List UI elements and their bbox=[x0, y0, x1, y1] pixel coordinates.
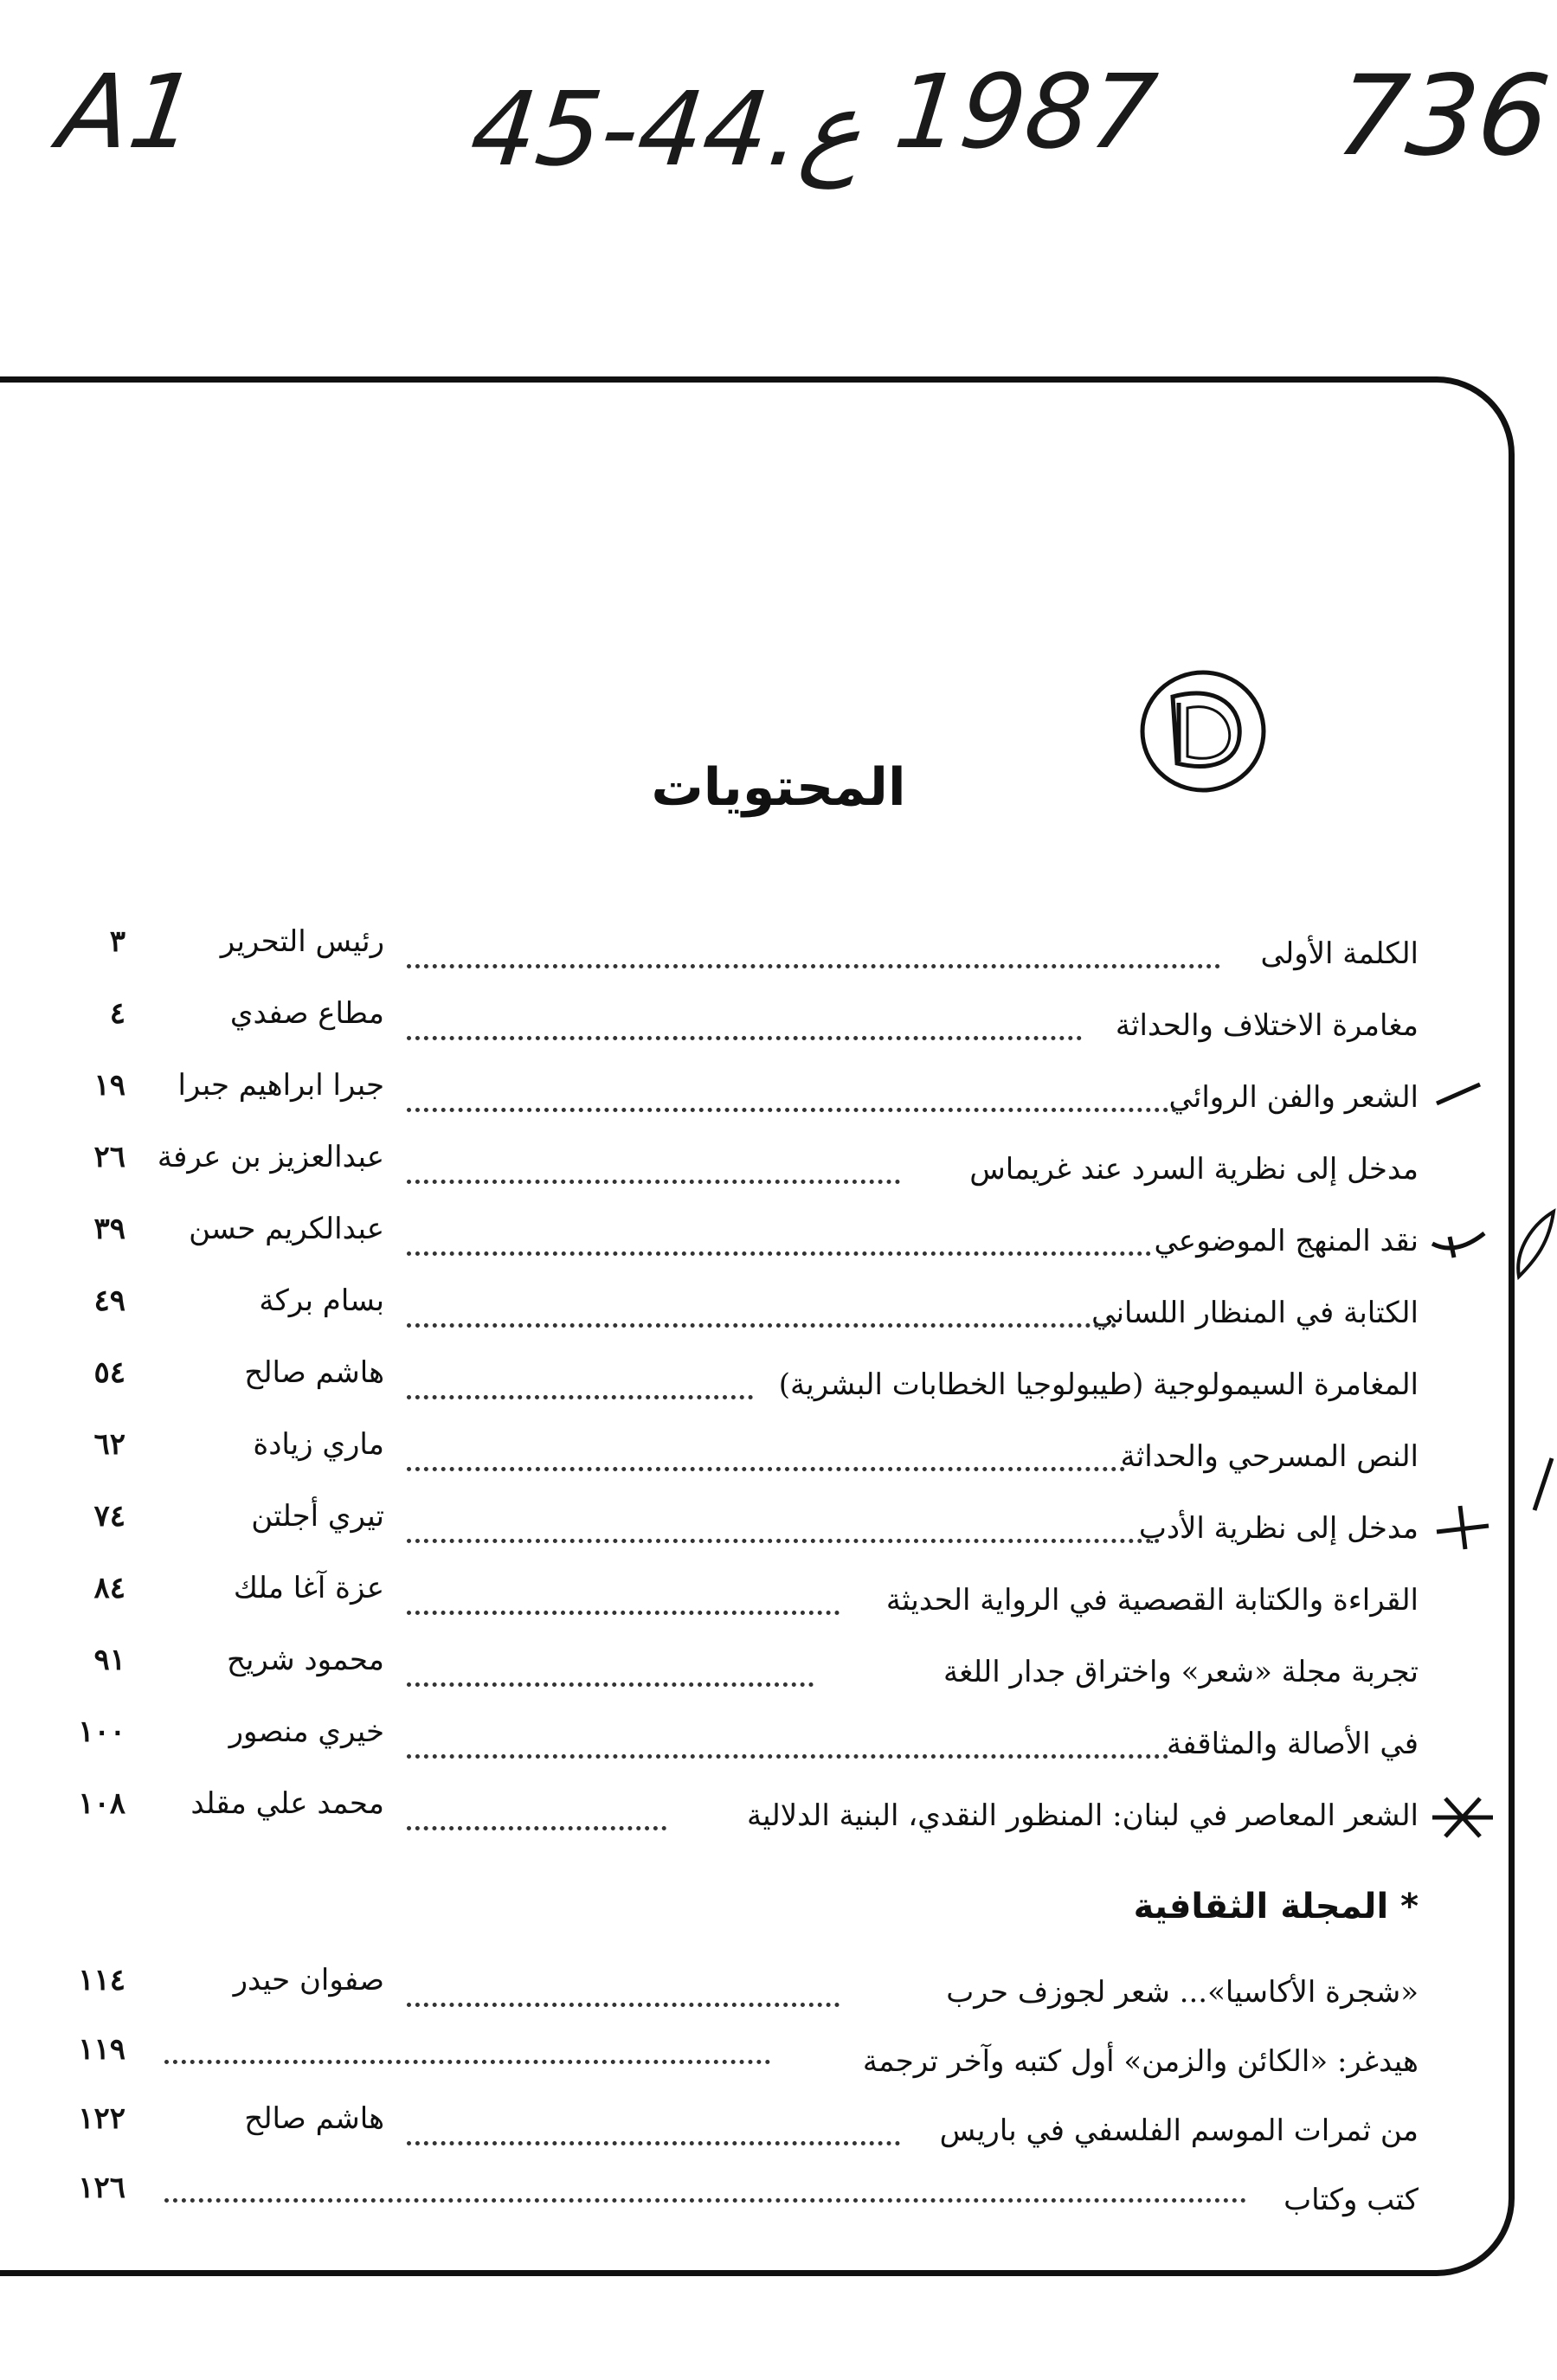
toc-entry-title: مدخل إلى نظرية الأدب bbox=[1138, 1511, 1419, 1546]
toc-entry-title: المغامرة السيمولوجية (طيبولوجيا الخطابات البشرية) bbox=[778, 1367, 1419, 1402]
toc-entry-title: مدخل إلى نظرية السرد عند غريماس bbox=[969, 1152, 1419, 1187]
toc-entry-page: ١٢٢ bbox=[78, 2101, 125, 2136]
toc-entry-author: هاشم صالح bbox=[244, 1355, 384, 1390]
leader-dots bbox=[407, 1036, 1082, 1040]
toc-entry bbox=[0, 1140, 1557, 1219]
toc-entry-title: من ثمرات الموسم الفلسفي في باريس bbox=[939, 2113, 1419, 2148]
toc-entry bbox=[0, 1963, 1557, 2042]
toc-entry bbox=[0, 2171, 1557, 2250]
toc-entry-author: عزة آغا ملك bbox=[233, 1571, 384, 1605]
leader-dots bbox=[407, 1395, 753, 1399]
leader-dots bbox=[407, 964, 1220, 968]
toc-entry-page: ١٢٦ bbox=[78, 2171, 125, 2205]
handwritten-series-code: 45-44.ع bbox=[465, 69, 869, 189]
check-mark-icon bbox=[1432, 1077, 1484, 1112]
toc-entry-author: بسام بركة bbox=[259, 1283, 384, 1318]
toc-entry-title: مغامرة الاختلاف والحداثة bbox=[1115, 1008, 1419, 1043]
toc-entry bbox=[0, 996, 1557, 1076]
toc-entry-title: «شجرة الأكاسيا»... شعر لجوزف حرب bbox=[946, 1975, 1419, 2010]
toc-entry-author: هاشم صالح bbox=[244, 2101, 384, 2136]
toc-entry-page: ٣ bbox=[109, 924, 125, 959]
page-title: المحتويات bbox=[651, 757, 906, 818]
leader-dots bbox=[407, 1754, 1168, 1759]
leader-dots bbox=[407, 1539, 1160, 1543]
toc-entry bbox=[0, 1571, 1557, 1650]
handwritten-code-a1: A1 bbox=[52, 52, 204, 171]
toc-entry-author: عبدالكريم حسن bbox=[189, 1212, 384, 1246]
toc-entry-author: صفوان حيدر bbox=[233, 1963, 384, 1997]
toc-entry-author: محمد علي مقلد bbox=[190, 1786, 384, 1821]
toc-entry-author: ماري زيادة bbox=[253, 1427, 384, 1462]
toc-entry bbox=[0, 1786, 1557, 1866]
toc-entry bbox=[0, 1643, 1557, 1722]
check-mark-icon bbox=[1428, 1225, 1489, 1264]
leader-dots bbox=[407, 1251, 1151, 1256]
pen-stroke-icon bbox=[1510, 1207, 1557, 1285]
leader-dots bbox=[407, 1826, 666, 1830]
toc-entry bbox=[0, 2101, 1557, 2181]
leader-dots bbox=[407, 1467, 1125, 1471]
handwritten-year: 1987 bbox=[889, 52, 1162, 171]
toc-entry-page: ٤٩ bbox=[93, 1283, 125, 1318]
cross-mark-icon bbox=[1432, 1502, 1493, 1553]
toc-entry-title: كتب وكتاب bbox=[1284, 2183, 1419, 2217]
toc-entry-page: ١٠٨ bbox=[78, 1786, 125, 1821]
toc-entry bbox=[0, 1714, 1557, 1794]
toc-entry-page: ٢٦ bbox=[93, 1140, 125, 1174]
toc-entry bbox=[0, 1068, 1557, 1148]
toc-entry-title: النص المسرحي والحداثة bbox=[1120, 1439, 1419, 1474]
leader-dots bbox=[164, 2198, 1246, 2203]
toc-entry-author: عبدالعزيز بن عرفة bbox=[157, 1140, 384, 1174]
leader-dots bbox=[407, 1611, 840, 1615]
toc-entry bbox=[0, 1283, 1557, 1363]
toc-entry-title: نقد المنهج الموضوعي bbox=[1154, 1224, 1419, 1258]
star-mark-icon bbox=[1428, 1791, 1497, 1843]
toc-entry bbox=[0, 1427, 1557, 1507]
leader-dots bbox=[407, 2003, 840, 2007]
toc-entry bbox=[0, 1355, 1557, 1435]
toc-entry-title: هيدغر: «الكائن والزمن» أول كتبه وآخر ترجمة bbox=[862, 2044, 1419, 2079]
toc-entry-page: ٦٢ bbox=[93, 1427, 125, 1462]
toc-entry-page: ١٠٠ bbox=[78, 1714, 125, 1749]
toc-entry-page: ١١٤ bbox=[78, 1963, 125, 1997]
toc-entry-author: محمود شريح bbox=[227, 1643, 384, 1677]
toc-entry-page: ٧٤ bbox=[93, 1499, 125, 1534]
toc-entry-page: ٩١ bbox=[93, 1643, 125, 1677]
toc-entry bbox=[0, 1499, 1557, 1579]
section-header: * المجلة الثقافية bbox=[1133, 1887, 1419, 1927]
handwritten-number: 736 bbox=[1330, 52, 1556, 181]
toc-entry-page: ٣٩ bbox=[93, 1212, 125, 1246]
toc-entry-title: الكتابة في المنظار اللساني bbox=[1091, 1296, 1419, 1330]
toc-entry-title: في الأصالة والمثاقفة bbox=[1166, 1727, 1419, 1761]
toc-entry-page: ٨٤ bbox=[93, 1571, 125, 1605]
margin-stroke-icon bbox=[1528, 1454, 1557, 1515]
leader-dots bbox=[407, 2141, 900, 2145]
toc-entry-title: الشعر المعاصر في لبنان: المنظور النقدي، البنية الدلالية bbox=[746, 1798, 1419, 1833]
toc-entry-author: مطاع صفدي bbox=[229, 996, 384, 1031]
toc-entry bbox=[0, 1212, 1557, 1291]
toc-entry-page: ١٩ bbox=[93, 1068, 125, 1103]
toc-entry-page: ١١٩ bbox=[78, 2032, 125, 2067]
toc-entry bbox=[0, 924, 1557, 1004]
toc-entry-author: خيري منصور bbox=[228, 1714, 384, 1749]
toc-entry-title: الكلمة الأولى bbox=[1260, 936, 1419, 971]
toc-entry-author: تيري أجلتن bbox=[251, 1499, 384, 1534]
toc-entry-page: ٥٤ bbox=[93, 1355, 125, 1390]
toc-entry-title: القراءة والكتابة القصصية في الرواية الحديثة bbox=[885, 1583, 1419, 1618]
leader-dots bbox=[407, 1180, 900, 1184]
leader-dots bbox=[164, 2060, 770, 2064]
leader-dots bbox=[407, 1108, 1177, 1112]
leader-dots bbox=[407, 1682, 814, 1687]
toc-entry-page: ٤ bbox=[109, 996, 125, 1031]
toc-entry-title: تجربة مجلة «شعر» واختراق جدار اللغة bbox=[943, 1655, 1419, 1689]
toc-entry-author: رئيس التحرير bbox=[220, 924, 384, 959]
toc-entry-title: الشعر والفن الروائي bbox=[1168, 1080, 1419, 1115]
toc-entry-author: جبرا ابراهيم جبرا bbox=[177, 1068, 384, 1103]
toc-entry bbox=[0, 2032, 1557, 2112]
leader-dots bbox=[407, 1323, 1116, 1328]
